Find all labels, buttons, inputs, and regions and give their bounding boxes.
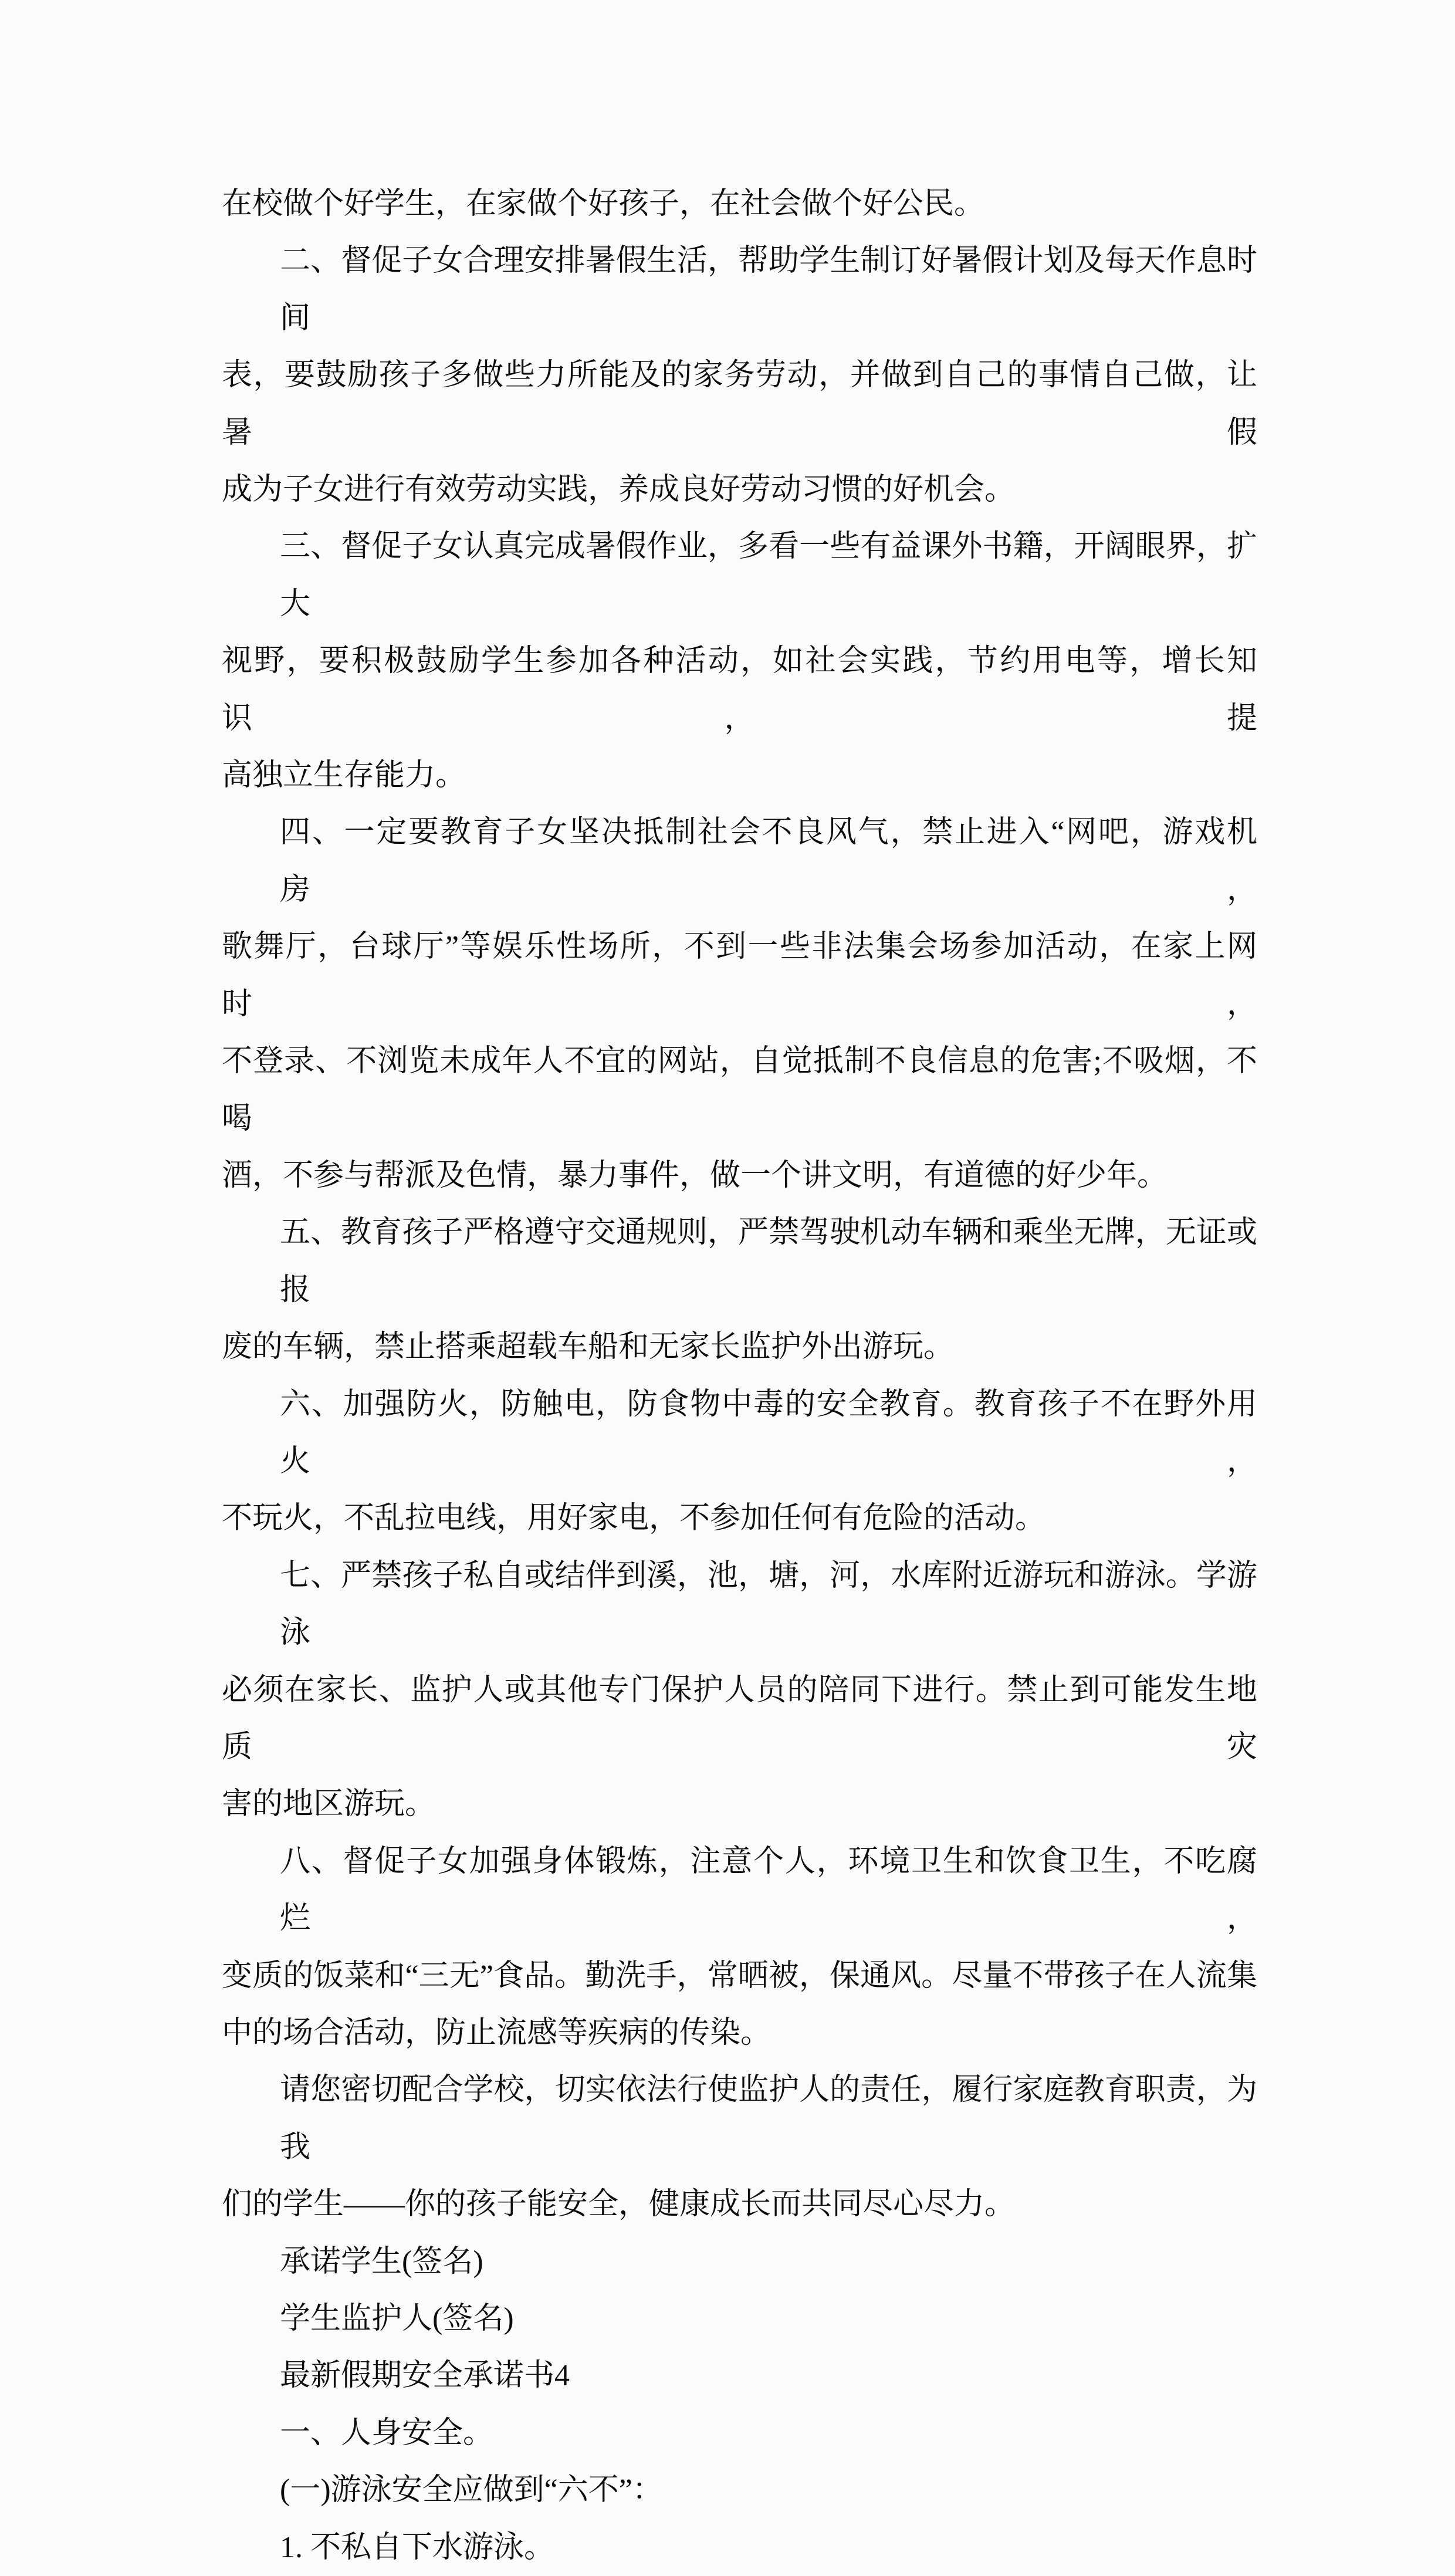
text-line: 请您密切配合学校，切实依法行使监护人的责任，履行家庭教育职责，为我 [280, 2073, 1257, 2164]
text-line: 学生监护人(签名) [280, 2302, 514, 2336]
text-line: 承诺学生(签名) [280, 2244, 483, 2278]
document-text-block [222, 175, 1257, 2576]
text-line: 不登录、不浏览未成年人不宜的网站，自觉抵制不良信息的危害;不吸烟，不喝 [222, 1044, 1257, 1135]
text-line: 在校做个好学生，在家做个好孩子，在社会做个好公民。 [222, 187, 985, 221]
text-line: 五、教育孩子严格遵守交通规则，严禁驾驶机动车辆和乘坐无牌，无证或报 [280, 1216, 1257, 1307]
text-line: 酒，不参与帮派及色情，暴力事件，做一个讲文明，有道德的好少年。 [222, 1158, 1168, 1192]
text-line: 最新假期安全承诺书4 [280, 2359, 570, 2393]
text-line: 四、一定要教育子女坚决抵制社会不良风气，禁止进入“网吧，游戏机房， [280, 816, 1257, 907]
text-line: 表，要鼓励孩子多做些力所能及的家务劳动，并做到自己的事情自己做，让暑假 [222, 359, 1257, 449]
text-line: 歌舞厅，台球厅”等娱乐性场所，不到一些非法集会场参加活动，在家上网时， [222, 930, 1257, 1021]
text-line: 高独立生存能力。 [222, 759, 466, 793]
text-line: 1. 不私自下水游泳。 [280, 2530, 555, 2564]
text-line: 六、加强防火，防触电，防食物中毒的安全教育。教育孩子不在野外用火， [280, 1387, 1257, 1478]
text-line: 一、人身安全。 [280, 2416, 494, 2450]
text-line: 视野，要积极鼓励学生参加各种活动，如社会实践，节约用电等，增长知识，提 [222, 644, 1257, 735]
text-line: 不玩火，不乱拉电线，用好家电，不参加任何有危险的活动。 [222, 1502, 1046, 1536]
text-line: 废的车辆，禁止搭乘超载车船和无家长监护外出游玩。 [222, 1330, 955, 1364]
text-line: 变质的饭菜和“三无”食品。勤洗手，常晒被，保通风。尽量不带孩子在人流集 [222, 1959, 1257, 1993]
text-line: 中的场合活动，防止流感等疾病的传染。 [222, 2016, 772, 2050]
text-line: 害的地区游玩。 [222, 1787, 436, 1821]
text-line: 二、督促子女合理安排暑假生活，帮助学生制订好暑假计划及每天作息时间 [280, 244, 1257, 335]
text-line: 八、督促子女加强身体锻炼，注意个人，环境卫生和饮食卫生，不吃腐烂， [280, 1844, 1257, 1936]
text-line: 三、督促子女认真完成暑假作业，多看一些有益课外书籍，开阔眼界，扩大 [280, 530, 1257, 621]
text-line: 必须在家长、监护人或其他专门保护人员的陪同下进行。禁止到可能发生地质灾 [222, 1673, 1257, 1764]
text-line: (一)游泳安全应做到“六不”： [280, 2473, 663, 2507]
text-line: 们的学生——你的孩子能安全，健康成长而共同尽心尽力。 [222, 2188, 1016, 2222]
text-line: 七、严禁孩子私自或结伴到溪，池，塘，河，水库附近游玩和游泳。学游泳 [280, 1559, 1257, 1650]
text-line: 成为子女进行有效劳动实践，养成良好劳动习惯的好机会。 [222, 473, 1016, 507]
